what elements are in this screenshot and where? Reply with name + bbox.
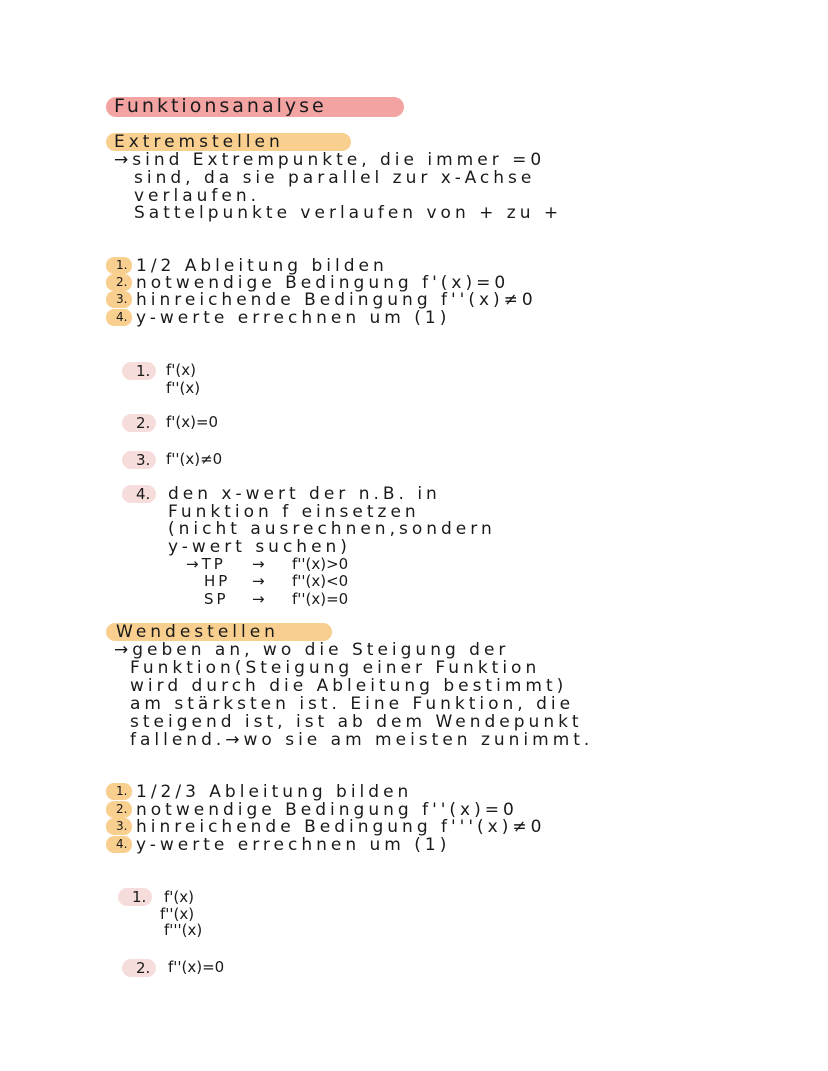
step-text: 1/2/3 Ableitung bilden xyxy=(136,782,413,802)
text-line: wird durch die Ableitung bestimmt) xyxy=(130,676,568,696)
formula: f''(x)=0 xyxy=(292,590,349,608)
formula: f''(x) xyxy=(166,379,201,397)
arrow-icon: → xyxy=(252,590,265,608)
detail-badge: 2. xyxy=(122,414,156,432)
text-line: steigend ist, ist ab dem Wendepunkt xyxy=(130,712,583,732)
case-label: SP xyxy=(204,590,229,608)
step-text: y-werte errechnen um (1) xyxy=(136,308,451,328)
text-line: Funktion f einsetzen xyxy=(168,502,420,522)
formula: f'''(x) xyxy=(164,921,203,939)
arrow-icon: → xyxy=(252,572,265,590)
case-label: →TP xyxy=(186,555,226,573)
step-number: 2. xyxy=(106,801,132,818)
step-text: notwendige Bedingung f'(x)=0 xyxy=(136,273,510,293)
formula: f''(x)=0 xyxy=(168,958,225,976)
text-line: (nicht ausrechnen,sondern xyxy=(168,519,496,539)
text-line: den x-wert der n.B. in xyxy=(168,484,441,504)
step-number: 3. xyxy=(106,818,132,835)
detail-badge: 1. xyxy=(122,362,156,380)
formula: f'(x) xyxy=(164,888,194,906)
detail-badge: 4. xyxy=(122,485,156,503)
step-text: y-werte errechnen um (1) xyxy=(136,835,451,855)
page-title: Funktionsanalyse xyxy=(114,95,327,117)
text-line: verlaufen. xyxy=(134,186,261,206)
section-heading-wendestellen: Wendestellen xyxy=(116,622,279,642)
text-line: →geben an, wo die Steigung der xyxy=(114,640,510,660)
formula: f'(x) xyxy=(166,361,196,379)
section-heading-extremstellen: Extremstellen xyxy=(114,132,284,152)
step-number: 1. xyxy=(106,257,132,274)
text-line: →sind Extrempunkte, die immer =0 xyxy=(114,150,546,170)
step-number: 3. xyxy=(106,291,132,308)
formula: f''(x)≠0 xyxy=(166,450,223,468)
text-line: am stärksten ist. Eine Funktion, die xyxy=(130,694,575,714)
step-number: 4. xyxy=(106,309,132,326)
text-line: fallend.→wo sie am meisten zunimmt. xyxy=(130,730,594,750)
case-label: HP xyxy=(204,572,231,590)
detail-badge: 3. xyxy=(122,451,156,469)
formula: f''(x) xyxy=(160,905,195,923)
detail-badge: 2. xyxy=(122,959,156,977)
step-number: 1. xyxy=(106,783,132,800)
detail-badge: 1. xyxy=(118,888,152,906)
text-line: Sattelpunkte verlaufen von + zu + xyxy=(134,203,563,223)
step-text: notwendige Bedingung f''(x)=0 xyxy=(136,800,518,820)
text-line: y-wert suchen) xyxy=(168,537,351,557)
arrow-icon: → xyxy=(252,555,265,573)
step-number: 2. xyxy=(106,274,132,291)
formula: f'(x)=0 xyxy=(166,413,219,431)
text-line: sind, da sie parallel zur x-Achse xyxy=(134,168,536,188)
step-text: hinreichende Bedingung f'''(x)≠0 xyxy=(136,817,546,837)
formula: f''(x)>0 xyxy=(292,555,349,573)
formula: f''(x)<0 xyxy=(292,572,349,590)
step-number: 4. xyxy=(106,836,132,853)
step-text: 1/2 Ableitung bilden xyxy=(136,256,388,276)
step-text: hinreichende Bedingung f''(x)≠0 xyxy=(136,290,537,310)
text-line: Funktion(Steigung einer Funktion xyxy=(130,658,541,678)
